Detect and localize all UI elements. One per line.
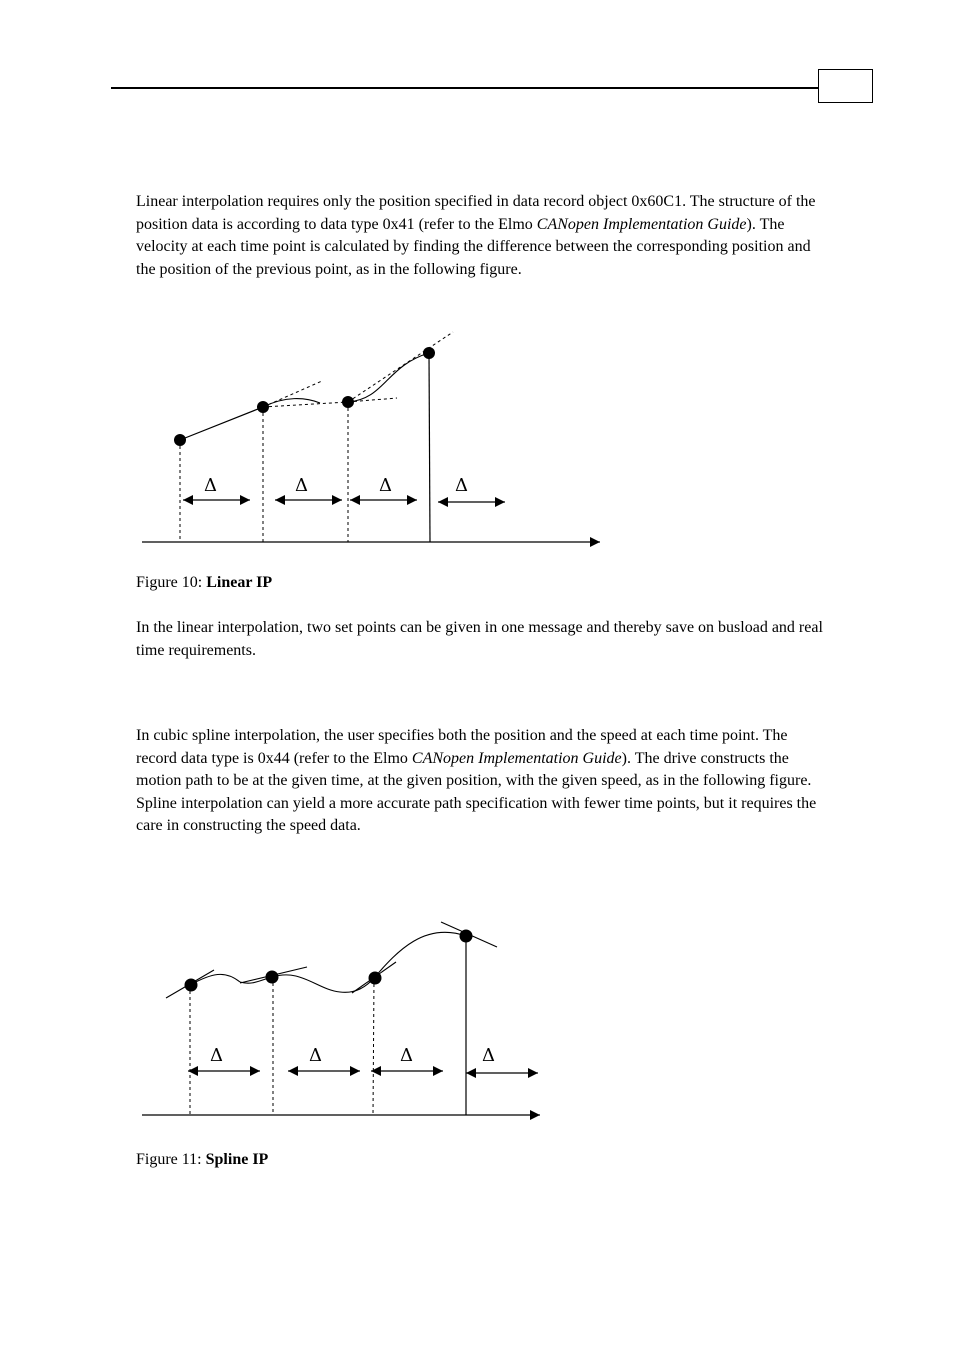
spline-set-point-2 xyxy=(266,971,279,984)
spline-ip-guide-title: CANopen Implementation Guide xyxy=(411,749,622,767)
linear-delta-label-1: Δ xyxy=(204,475,217,496)
linear-ip-text-1: Linear interpolation requires only the position specified in data record object 0x60C1. The structure of the position data is according to data type 0x41 (refer to the Elmo xyxy=(136,193,816,233)
figure-11-caption-prefix: Figure 11: xyxy=(136,1151,206,1168)
spline-dashed-drop-3 xyxy=(373,978,374,1115)
spline-delta-label-3: Δ xyxy=(400,1045,413,1066)
figure-10-caption-title: Linear IP xyxy=(206,574,273,591)
linear-delta-label-2: Δ xyxy=(295,475,308,496)
figure-11-caption-title: Spline IP xyxy=(205,1151,269,1168)
busload-paragraph: In the linear interpolation, two set points can be given in one message and thereby save on busload and real time requirements. xyxy=(136,619,823,659)
linear-delta-label-4: Δ xyxy=(455,475,468,496)
spline-delta-label-2: Δ xyxy=(309,1045,322,1066)
spline-set-point-1 xyxy=(185,979,198,992)
spline-delta-label-1: Δ xyxy=(210,1045,223,1066)
figure-11-caption xyxy=(136,1149,268,1171)
spline-set-point-3 xyxy=(369,972,382,985)
linear-ip-text-2: ). The velocity at each time point is calculated by finding the difference between the corresponding position and the position of the previous point, as in the following figure. xyxy=(136,215,811,278)
spline-ip-text-2: ). The drive constructs the motion path to be at the given time, at the given position, with the given speed, as in the following figure. Spline interpolation can yield a more accurate path specification with fewer time points, but it requires the care in constructing the speed data. xyxy=(136,749,817,835)
spline-ip-text-1: In cubic spline interpolation, the user specifies both the position and the speed at each time point. The record data type is 0x44 (refer to the Elmo xyxy=(136,727,788,767)
spline-set-point-4 xyxy=(460,930,473,943)
spline-delta-label-4: Δ xyxy=(482,1045,495,1066)
figure-10-caption-prefix: Figure 10: xyxy=(136,574,207,591)
spline-path-3 xyxy=(273,975,374,992)
linear-ip-guide-title: CANopen Implementation Guide xyxy=(536,215,747,233)
linear-delta-label-3: Δ xyxy=(379,475,392,496)
spline-path-4 xyxy=(374,932,466,978)
